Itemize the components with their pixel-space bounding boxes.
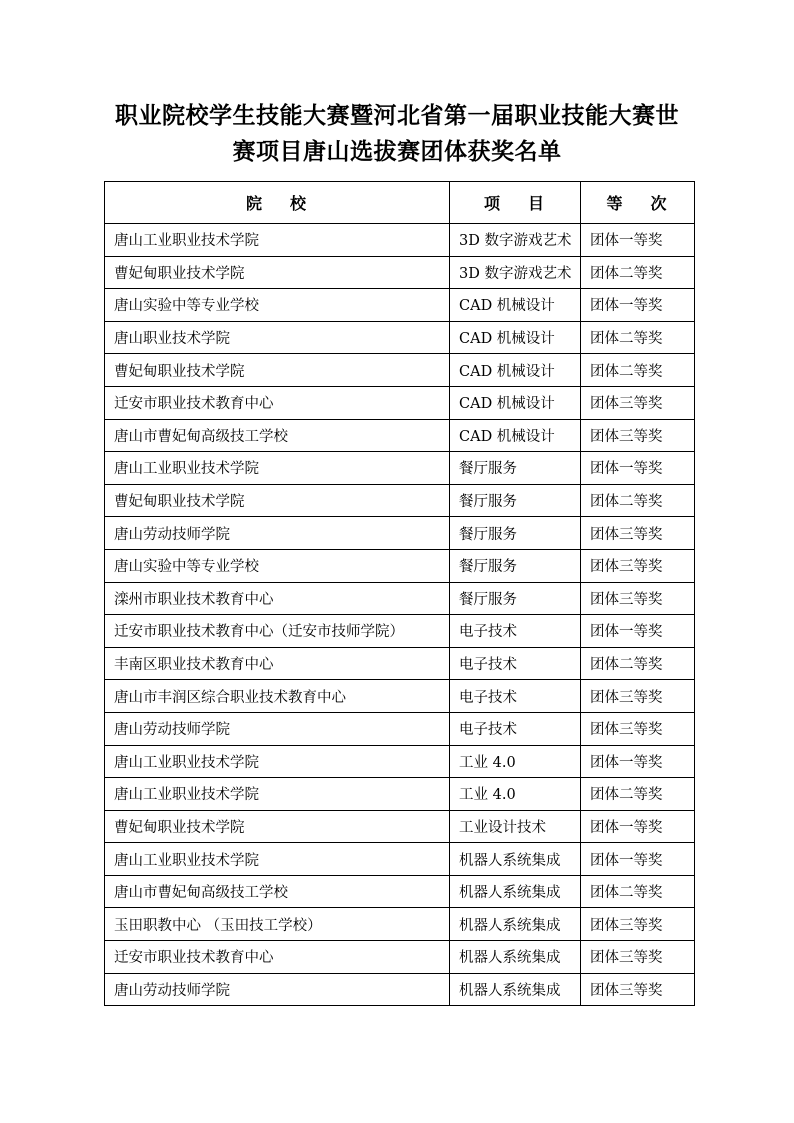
cell-rank: 团体三等奖: [581, 941, 695, 974]
table-row: [105, 386, 695, 419]
cell-project: 餐厅服务: [450, 582, 581, 615]
table-row: [105, 289, 695, 322]
cell-school: 丰南区职业技术教育中心: [105, 647, 450, 680]
cell-rank: 团体一等奖: [581, 452, 695, 485]
table-row: [105, 256, 695, 289]
table-row: [105, 778, 695, 811]
cell-school: 唐山劳动技师学院: [105, 517, 450, 550]
cell-project: CAD 机械设计: [450, 419, 581, 452]
cell-project: 3D 数字游戏艺术: [450, 224, 581, 257]
cell-rank: 团体二等奖: [581, 321, 695, 354]
table-row: [105, 517, 695, 550]
cell-project: 工业 4.0: [450, 778, 581, 811]
cell-project: 机器人系统集成: [450, 973, 581, 1006]
table-row: [105, 810, 695, 843]
cell-rank: 团体二等奖: [581, 484, 695, 517]
cell-school: 玉田职教中心 （玉田技工学校）: [105, 908, 450, 941]
cell-project: 电子技术: [450, 615, 581, 648]
table-row: [105, 941, 695, 974]
cell-project: 电子技术: [450, 647, 581, 680]
table-row: [105, 680, 695, 713]
cell-project: 餐厅服务: [450, 549, 581, 582]
cell-rank: 团体三等奖: [581, 973, 695, 1006]
table-row: [105, 973, 695, 1006]
cell-rank: 团体二等奖: [581, 778, 695, 811]
cell-project: 电子技术: [450, 712, 581, 745]
cell-school: 曹妃甸职业技术学院: [105, 256, 450, 289]
cell-rank: 团体二等奖: [581, 256, 695, 289]
cell-rank: 团体三等奖: [581, 517, 695, 550]
cell-school: 唐山劳动技师学院: [105, 973, 450, 1006]
cell-rank: 团体三等奖: [581, 582, 695, 615]
cell-project: 机器人系统集成: [450, 875, 581, 908]
table-row: [105, 419, 695, 452]
table-header-row: [105, 182, 695, 224]
table-row: [105, 745, 695, 778]
header-school: 院 校: [105, 182, 450, 224]
cell-project: 餐厅服务: [450, 452, 581, 485]
cell-school: 唐山工业职业技术学院: [105, 745, 450, 778]
table-row: [105, 452, 695, 485]
cell-rank: 团体三等奖: [581, 419, 695, 452]
cell-project: 工业 4.0: [450, 745, 581, 778]
cell-rank: 团体三等奖: [581, 680, 695, 713]
table-row: [105, 582, 695, 615]
header-project: 项 目: [450, 182, 581, 224]
cell-project: 机器人系统集成: [450, 941, 581, 974]
cell-school: 唐山工业职业技术学院: [105, 452, 450, 485]
document-title: [60, 98, 734, 170]
cell-project: 3D 数字游戏艺术: [450, 256, 581, 289]
cell-project: CAD 机械设计: [450, 321, 581, 354]
cell-school: 迁安市职业技术教育中心: [105, 941, 450, 974]
cell-school: 唐山工业职业技术学院: [105, 224, 450, 257]
cell-school: 唐山劳动技师学院: [105, 712, 450, 745]
cell-school: 唐山工业职业技术学院: [105, 843, 450, 876]
cell-rank: 团体一等奖: [581, 224, 695, 257]
cell-project: 餐厅服务: [450, 484, 581, 517]
table-row: [105, 354, 695, 387]
table-row: [105, 712, 695, 745]
cell-project: 餐厅服务: [450, 517, 581, 550]
table-row: [105, 843, 695, 876]
cell-school: 曹妃甸职业技术学院: [105, 354, 450, 387]
cell-school: 唐山实验中等专业学校: [105, 549, 450, 582]
cell-project: CAD 机械设计: [450, 386, 581, 419]
table-row: [105, 908, 695, 941]
table-row: [105, 484, 695, 517]
cell-school: 唐山职业技术学院: [105, 321, 450, 354]
cell-school: 唐山市曹妃甸高级技工学校: [105, 875, 450, 908]
header-rank: 等 次: [581, 182, 695, 224]
cell-school: 迁安市职业技术教育中心: [105, 386, 450, 419]
cell-rank: 团体二等奖: [581, 354, 695, 387]
table-row: [105, 224, 695, 257]
cell-school: 迁安市职业技术教育中心（迁安市技师学院）: [105, 615, 450, 648]
table-row: [105, 875, 695, 908]
table-row: [105, 615, 695, 648]
cell-rank: 团体三等奖: [581, 908, 695, 941]
cell-school: 唐山市丰润区综合职业技术教育中心: [105, 680, 450, 713]
cell-rank: 团体二等奖: [581, 647, 695, 680]
cell-rank: 团体三等奖: [581, 549, 695, 582]
cell-rank: 团体二等奖: [581, 875, 695, 908]
cell-school: 唐山市曹妃甸高级技工学校: [105, 419, 450, 452]
cell-rank: 团体三等奖: [581, 712, 695, 745]
cell-rank: 团体一等奖: [581, 843, 695, 876]
cell-rank: 团体一等奖: [581, 810, 695, 843]
cell-project: CAD 机械设计: [450, 354, 581, 387]
cell-project: 电子技术: [450, 680, 581, 713]
cell-rank: 团体一等奖: [581, 289, 695, 322]
cell-school: 曹妃甸职业技术学院: [105, 484, 450, 517]
title-line-2: 赛项目唐山选拔赛团体获奖名单: [232, 139, 562, 165]
cell-project: 工业设计技术: [450, 810, 581, 843]
cell-project: 机器人系统集成: [450, 843, 581, 876]
cell-school: 唐山实验中等专业学校: [105, 289, 450, 322]
table-row: [105, 549, 695, 582]
award-table: [104, 181, 695, 1006]
cell-school: 滦州市职业技术教育中心: [105, 582, 450, 615]
cell-school: 唐山工业职业技术学院: [105, 778, 450, 811]
cell-project: CAD 机械设计: [450, 289, 581, 322]
cell-rank: 团体三等奖: [581, 386, 695, 419]
cell-rank: 团体一等奖: [581, 745, 695, 778]
table-row: [105, 321, 695, 354]
cell-project: 机器人系统集成: [450, 908, 581, 941]
cell-school: 曹妃甸职业技术学院: [105, 810, 450, 843]
table-row: [105, 647, 695, 680]
title-line-1: 职业院校学生技能大赛暨河北省第一届职业技能大赛世: [115, 103, 679, 129]
cell-rank: 团体一等奖: [581, 615, 695, 648]
